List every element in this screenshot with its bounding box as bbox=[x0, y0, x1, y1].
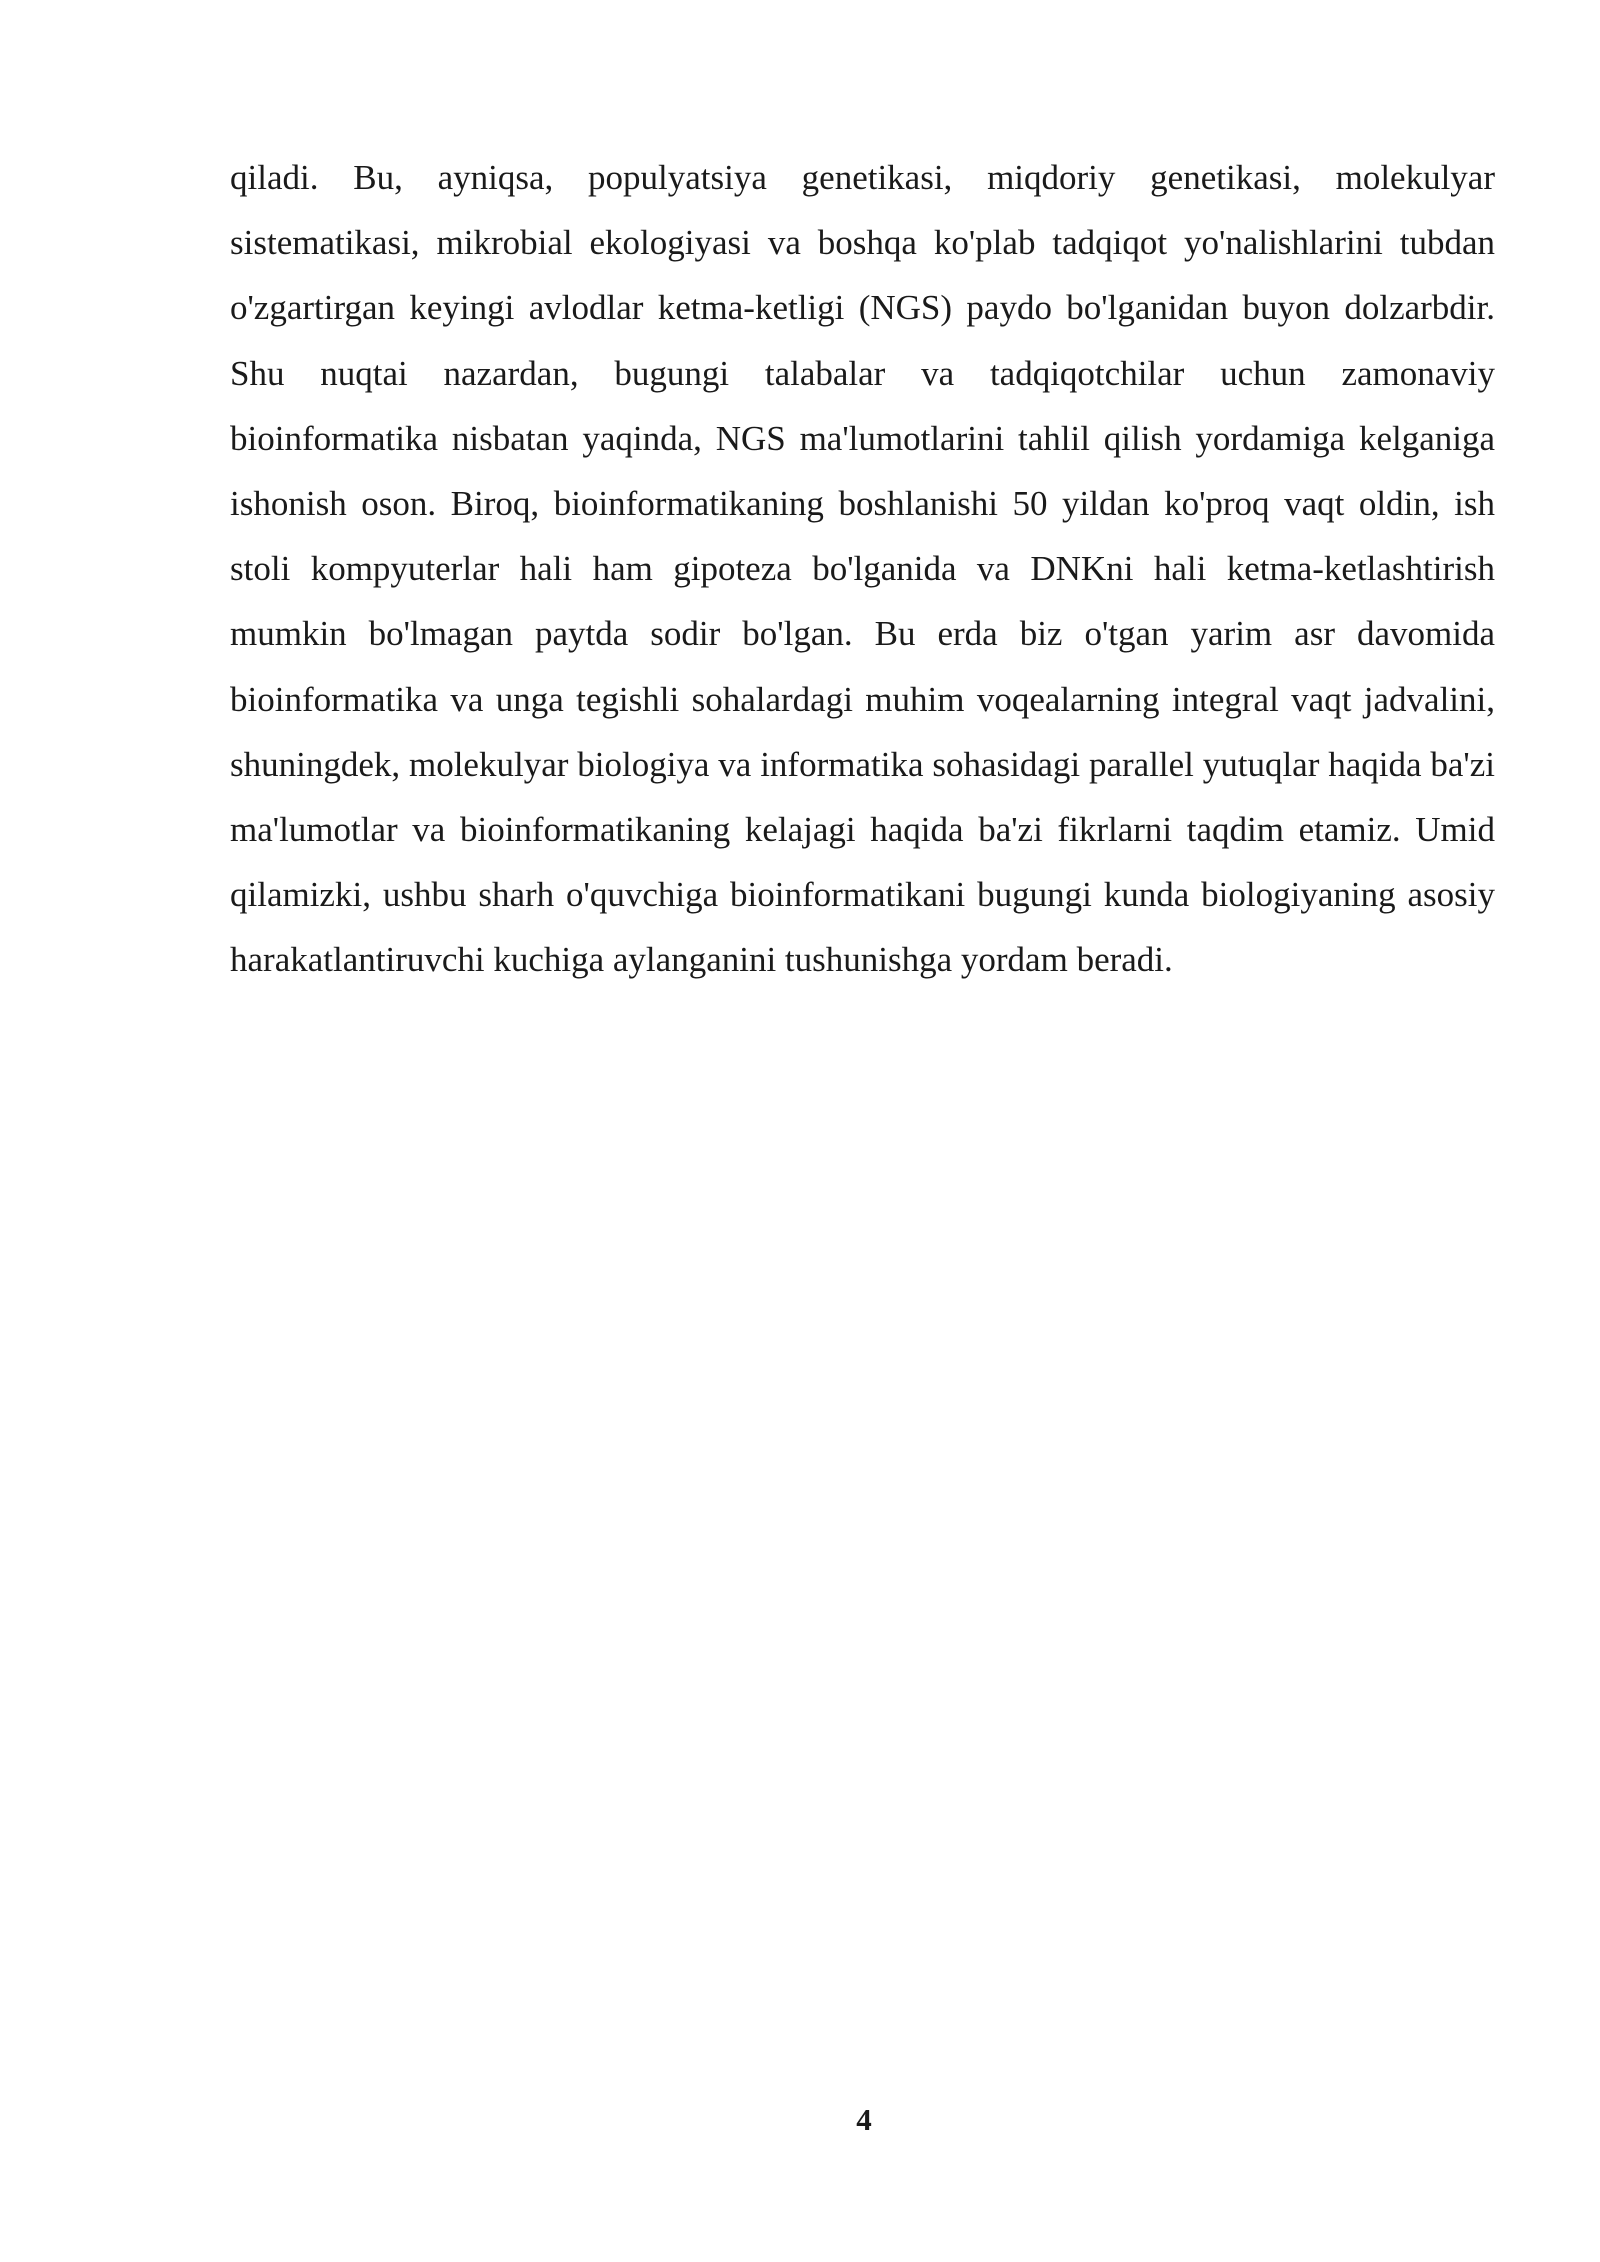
page-number: 4 bbox=[856, 2102, 872, 2137]
body-paragraph: qiladi. Bu, ayniqsa, populyatsiya genetikasi, miqdoriy genetikasi, molekulyar sistematikasi, mikrobial ekologiyasi va boshqa ko'plab tadqiqot yo'nalishlarini tubdan o'zgartirgan keyingi avlodlar ketma-ketligi (NGS) paydo bo'lganidan buyon dolzarbdir. Shu nuqtai nazardan, bugungi talabalar va tadqiqotchilar uchun zamonaviy bioinformatika nisbatan yaqinda, NGS ma'lumotlarini tahlil qilish yordamiga kelganiga ishonish oson. Biroq, bioinformatikaning boshlanishi 50 yildan ko'proq vaqt oldin, ish stoli kompyuterlar hali ham gipoteza bo'lganida va DNKni hali ketma-ketlashtirish mumkin bo'lmagan paytda sodir bo'lgan. Bu erda biz o'tgan yarim asr davomida bioinformatika va unga tegishli sohalardagi muhim voqealarning integral vaqt jadvalini, shuningdek, molekulyar biologiya va informatika sohasidagi parallel yutuqlar haqida ba'zi ma'lumotlar va bioinformatikaning kelajagi haqida ba'zi fikrlarni taqdim etamiz. Umid qilamizki, ushbu sharh o'quvchiga bioinformatikani bugungi kunda biologiyaning asosiy harakatlantiruvchi kuchiga aylanganini tushunishga yordam beradi. bbox=[230, 158, 1495, 980]
